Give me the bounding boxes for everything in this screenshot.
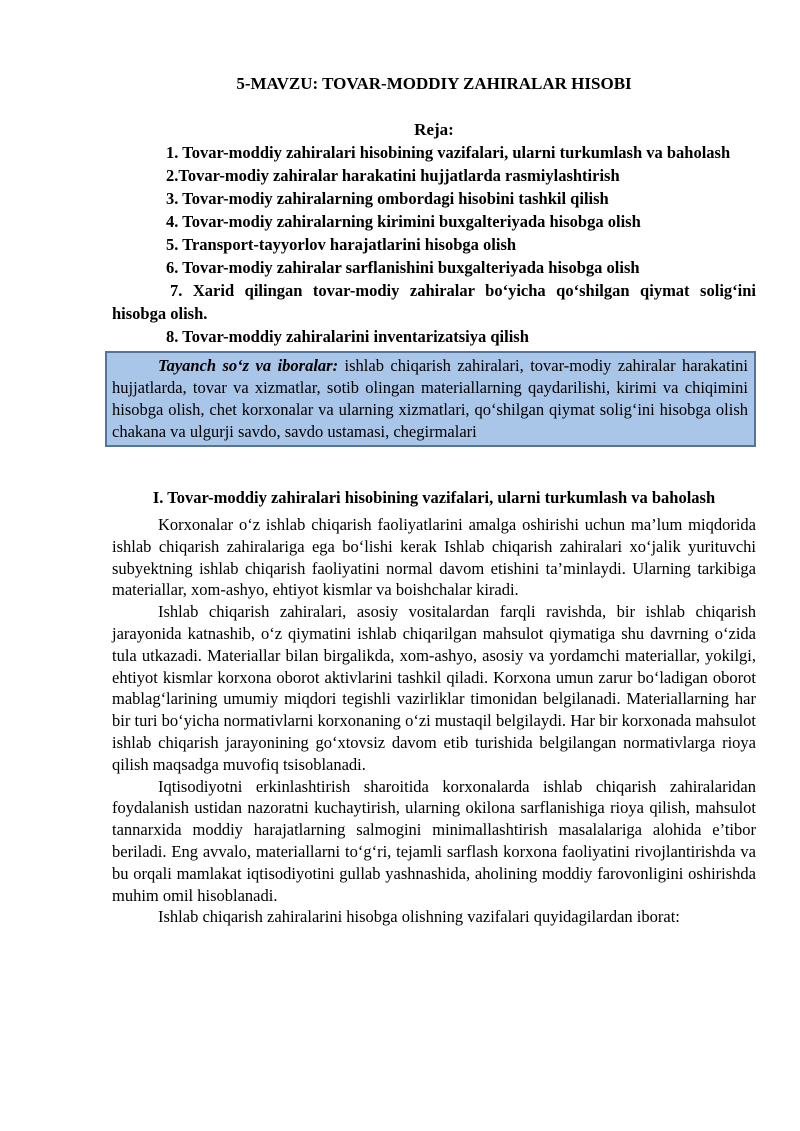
keywords-paragraph <box>112 355 748 443</box>
plan-heading: Reja: <box>414 120 454 139</box>
plan-item-4: 4. Tovar-modiy zahiralarning kirimini buxgalteriyada hisobga olish <box>166 212 641 231</box>
plan-item-3: 3. Tovar-modiy zahiralarning ombordagi hisobini tashkil qilish <box>166 189 609 208</box>
section-heading: I. Tovar-moddiy zahiralari hisobining vazifalari, ularni turkumlash va baholash <box>152 488 716 507</box>
plan-item-6: 6. Tovar-modiy zahiralar sarflanishini buxgalteriyada hisobga olish <box>166 258 640 277</box>
body-paragraph-4: Ishlab chiqarish zahiralarini hisobga olishning vazifalari quyidagilardan iborat: <box>158 907 680 927</box>
body-paragraph-2: Ishlab chiqarish zahiralari, asosiy vositalardan farqli ravishda, bir ishlab chiqarish jarayonida katnashib, o‘z qiymatini ishlab chiqarilgan mahsulot qiymatiga shu davrning o‘zida tula utkazadi. Materiallar bilan birgalikda, xom-ashyo, asosiy va yordamchi materiallar, yokilgi, ehtiyot kismlar korxona oborot aktivlarini tashkil qiladi. Korxona umun zarur bo‘ladigan oborot mablag‘larining umumiy miqdori tegishli vazirliklar timonidan belgilanadi. Materiallarning har bir turi bo‘yicha normativlarni korxonaning o‘zi mustaqil belgilaydi. Har bir korxonada mahsulot ishlab chiqarish jarayonining go‘xtovsiz davom etib turishida belgilangan normativlarga rioya qilish maqsadga muvofiq tsisoblanadi. <box>112 602 756 774</box>
plan-item-7: 7. Xarid qilingan tovar-modiy zahiralar bo‘yicha qo‘shilgan qiymat solig‘ini hisobga olish. <box>112 281 756 323</box>
keywords-box <box>105 351 756 447</box>
body-paragraph-1: Korxonalar o‘z ishlab chiqarish faoliyatlarini amalga oshirishi uchun ma’lum miqdorida ishlab chiqarish zahiralariga ega bo‘lishi kerak Ishlab chiqarish zahiralari xo‘jalik yurituvchi subyektning ishlab chiqarish faoliyatini normal davom etishini ta’minlaydi. Ularning tarkibiga materiallar, xom-ashyo, ehtiyot kismlar va boishchalar kiradi. <box>112 515 756 600</box>
keywords-label: Tayanch so‘z va iboralar: <box>158 356 339 375</box>
document-content <box>112 72 756 928</box>
keywords-text: ishlab chiqarish zahiralari, tovar-modiy zahiralar harakatini hujjatlarda, tovar va xizmatlar, sotib olingan materiallarning qaydarilishi, kirimi va chiqimini hisobga olish, chet korxonalar va ularning xizmatlari, qo‘shilgan qiymat solig‘ini hisobga olish chakana va ulgurji savdo, savdo ustamasi, chegirmalari <box>112 356 749 441</box>
plan-item-8: 8. Tovar-moddiy zahiralarini inventarizatsiya qilish <box>166 327 529 346</box>
plan-item-5: 5. Transport-tayyorlov harajatlarini hisobga olish <box>166 235 517 254</box>
body-paragraph-3: Iqtisodiyotni erkinlashtirish sharoitida korxonalarda ishlab chiqarish zahiralaridan foydalanish ustidan nazoratni kuchaytirish, ularning okilona sarflanishiga rioya qilish, mahsulot tannarxida moddiy harajatlarning salmogini minimallashtirish masalalariga alohida e’tibor beriladi. Eng avvalo, materiallarni to‘g‘ri, tejamli sarflash korxona faoliyatini rivojlantirishda va bu orqali mamlakat iqtisodiyotini gullab yashnashida, aholining moddiy farovonligini oshirishda muhim omil hisoblanadi. <box>112 776 756 905</box>
plan-item-2: 2.Tovar-modiy zahiralar harakatini hujjatlarda rasmiylashtirish <box>166 166 620 185</box>
document-title: 5-MAVZU: TOVAR-MODDIY ZAHIRALAR HISOBI <box>236 74 632 93</box>
plan-item-1: 1. Tovar-moddiy zahiralari hisobining vazifalari, ularni turkumlash va baholash <box>166 143 731 162</box>
